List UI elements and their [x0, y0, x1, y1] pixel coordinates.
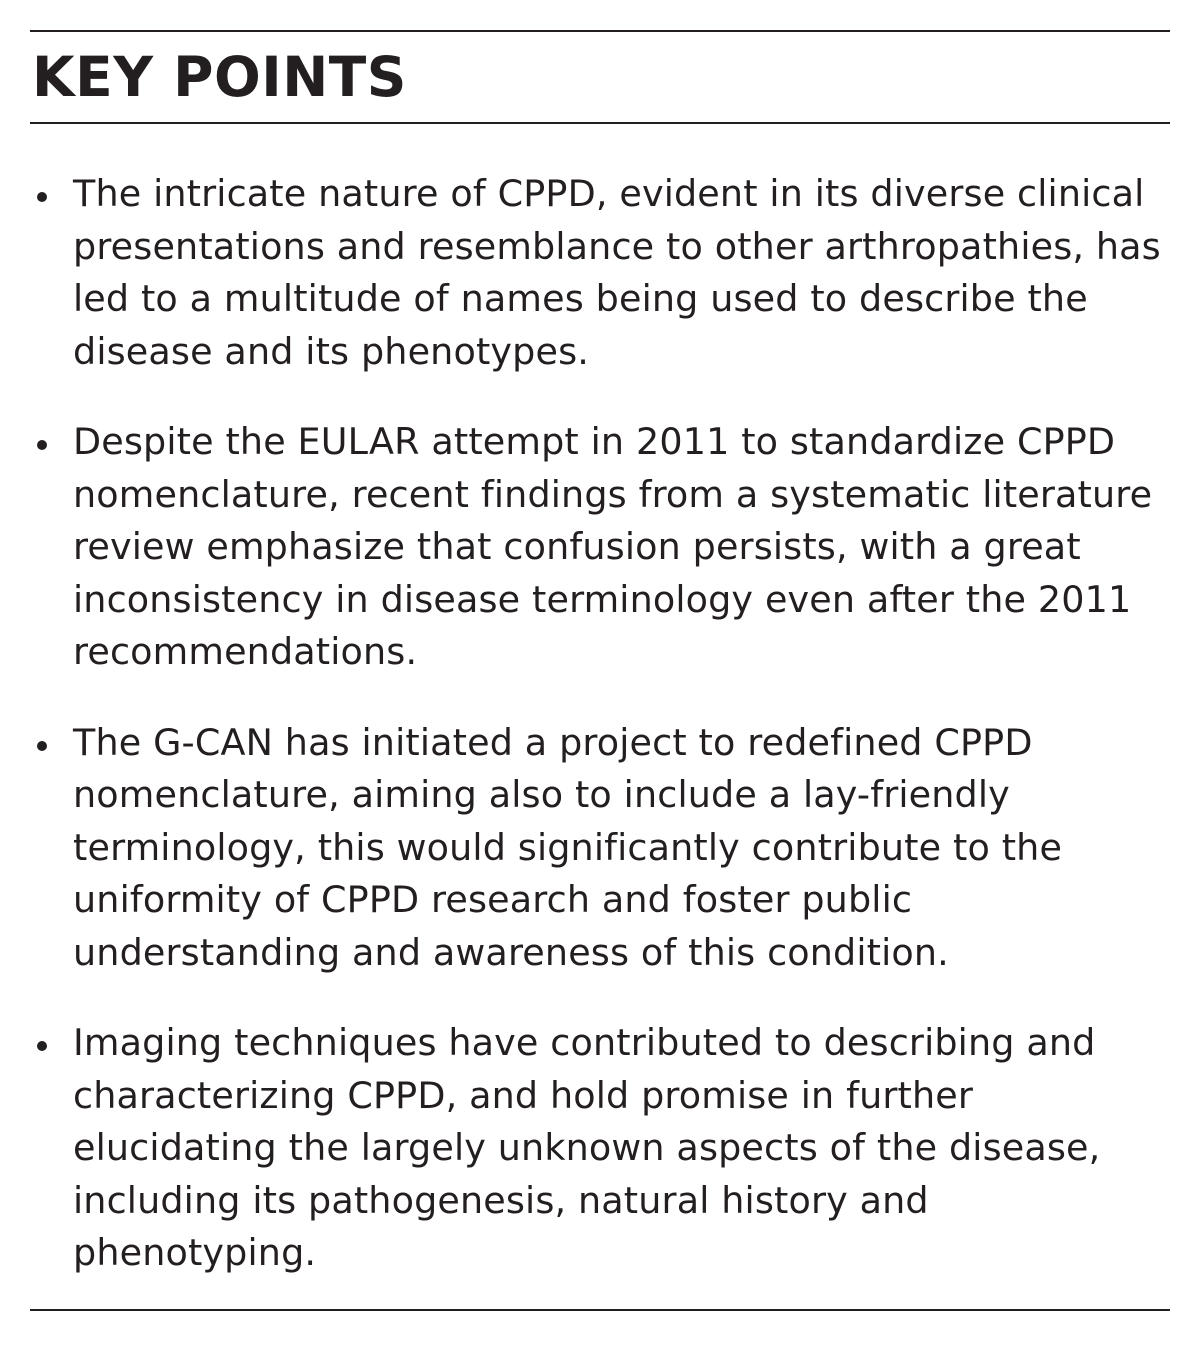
key-points-list — [30, 168, 1170, 1280]
bullet-icon — [32, 416, 52, 469]
key-point-text: Imaging techniques have contributed to describing and characterizing CPPD, and hold promise in further elucidating the largely unknown aspects of the disease, including its pathogenesis, natural history and phenotyping. — [73, 1021, 1101, 1274]
key-point-text: Despite the EULAR attempt in 2011 to standardize CPPD nomenclature, recent findings from a systematic literature review emphasize that confusion persists, with a great inconsistency in disease terminology even after the 2011 recommendations. — [73, 420, 1153, 673]
key-point-item — [30, 1017, 1170, 1280]
bottom-rule — [30, 1309, 1170, 1311]
box-heading: KEY POINTS — [32, 45, 407, 109]
key-point-item — [30, 416, 1170, 679]
heading-rule — [30, 122, 1170, 124]
key-point-text: The G-CAN has initiated a project to redefined CPPD nomenclature, aiming also to include a lay-friendly terminology, this would significantly contribute to the uniformity of CPPD research and foster public understanding and awareness of this condition. — [73, 720, 1063, 974]
bullet-icon — [32, 717, 52, 770]
bullet-icon — [32, 168, 52, 221]
bullet-icon — [32, 1017, 52, 1070]
top-rule — [30, 30, 1170, 32]
key-point-text: The intricate nature of CPPD, evident in its diverse clinical presentations and resemblance to other arthropathies, has led to a multitude of names being used to describe the disease and its phenotypes. — [73, 172, 1161, 373]
key-point-item — [30, 717, 1170, 980]
key-point-item — [30, 168, 1170, 378]
